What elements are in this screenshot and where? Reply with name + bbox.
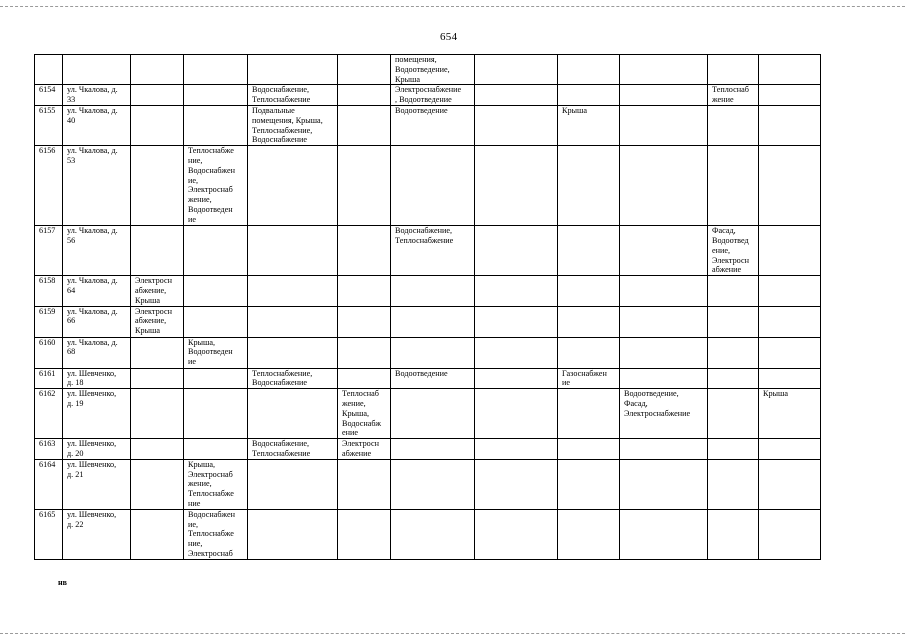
table-cell	[391, 439, 475, 460]
table-cell	[558, 509, 620, 559]
table-cell	[475, 439, 558, 460]
cell-row-number: 6162	[35, 389, 63, 439]
table-cell	[620, 85, 708, 106]
table-cell	[759, 146, 821, 226]
cell-row-number: 6158	[35, 276, 63, 306]
table-cell	[558, 146, 620, 226]
table-cell	[558, 306, 620, 337]
table-row	[35, 85, 821, 106]
table-cell	[184, 55, 248, 85]
table-cell	[248, 389, 338, 439]
table-cell	[338, 55, 391, 85]
table-cell	[620, 337, 708, 368]
table-cell	[184, 85, 248, 106]
table-cell	[620, 55, 708, 85]
table-cell	[708, 337, 759, 368]
table-cell	[338, 226, 391, 276]
table-row	[35, 439, 821, 460]
table-cell: Электросн абжение	[338, 439, 391, 460]
table-cell	[131, 368, 184, 389]
table-cell	[338, 337, 391, 368]
cell-row-number: 6163	[35, 439, 63, 460]
table-row	[35, 389, 821, 439]
table-cell	[620, 306, 708, 337]
table-cell	[475, 85, 558, 106]
table-cell	[338, 85, 391, 106]
table-row	[35, 55, 821, 85]
table-cell	[759, 276, 821, 306]
table-cell	[708, 389, 759, 439]
table-cell	[759, 55, 821, 85]
cell-address: ул. Шевченко, д. 20	[63, 439, 131, 460]
table-cell: Водоснабжение, Теплоснабжение	[391, 226, 475, 276]
footer-mark: нв	[58, 578, 67, 587]
table-cell	[131, 389, 184, 439]
table-cell	[558, 85, 620, 106]
table-cell	[248, 55, 338, 85]
table-cell	[475, 306, 558, 337]
table-cell	[184, 105, 248, 145]
table-cell	[558, 337, 620, 368]
table-cell: Крыша	[759, 389, 821, 439]
table-cell: Водоотведение	[391, 368, 475, 389]
cell-row-number: 6161	[35, 368, 63, 389]
cell-row-number: 6155	[35, 105, 63, 145]
top-scan-edge	[0, 6, 905, 7]
table-cell	[391, 306, 475, 337]
table-cell	[708, 459, 759, 509]
table-cell	[184, 226, 248, 276]
cell-row-number: 6165	[35, 509, 63, 559]
table-row	[35, 337, 821, 368]
table-cell	[131, 85, 184, 106]
repair-schedule-table	[34, 54, 821, 560]
table-cell	[391, 509, 475, 559]
table-cell	[184, 306, 248, 337]
table-cell: помещения, Водоотведение, Крыша	[391, 55, 475, 85]
table-cell	[391, 146, 475, 226]
table-cell	[131, 439, 184, 460]
table-cell	[558, 459, 620, 509]
table-cell	[391, 459, 475, 509]
table-cell	[184, 276, 248, 306]
table-cell	[248, 276, 338, 306]
table-cell: Теплоснаб жение, Крыша, Водоснабж ение	[338, 389, 391, 439]
table-cell	[131, 459, 184, 509]
cell-address: ул. Чкалова, д. 56	[63, 226, 131, 276]
table-cell	[184, 439, 248, 460]
table-cell	[759, 439, 821, 460]
table-cell	[184, 389, 248, 439]
table-cell	[475, 509, 558, 559]
table-cell	[338, 105, 391, 145]
cell-row-number: 6160	[35, 337, 63, 368]
table-cell	[620, 459, 708, 509]
bottom-scan-edge	[0, 633, 905, 634]
table-cell: Теплоснаб жение	[708, 85, 759, 106]
table-cell	[131, 55, 184, 85]
table-cell	[131, 509, 184, 559]
cell-address: ул. Шевченко, д. 22	[63, 509, 131, 559]
table-cell	[620, 105, 708, 145]
table-cell	[759, 337, 821, 368]
table-cell	[338, 306, 391, 337]
cell-address: ул. Чкалова, д. 66	[63, 306, 131, 337]
table-cell	[620, 276, 708, 306]
table-cell	[475, 368, 558, 389]
table-cell	[620, 439, 708, 460]
table-cell	[338, 146, 391, 226]
cell-address: ул. Чкалова, д. 64	[63, 276, 131, 306]
table-cell	[475, 389, 558, 439]
table-cell	[558, 439, 620, 460]
table-cell	[708, 105, 759, 145]
table-cell	[338, 276, 391, 306]
table-cell	[708, 306, 759, 337]
table-cell	[391, 389, 475, 439]
cell-row-number: 6164	[35, 459, 63, 509]
table-cell	[248, 459, 338, 509]
table-cell	[620, 368, 708, 389]
table-row	[35, 509, 821, 559]
table-row	[35, 306, 821, 337]
table-cell	[558, 276, 620, 306]
table-cell: Водоотведение, Фасад, Электроснабжение	[620, 389, 708, 439]
table-cell	[475, 276, 558, 306]
table-cell: Электросн абжение, Крыша	[131, 306, 184, 337]
table-cell	[708, 509, 759, 559]
table-cell	[131, 337, 184, 368]
table-cell	[475, 226, 558, 276]
table-cell	[338, 509, 391, 559]
table-cell	[558, 226, 620, 276]
table-cell	[759, 306, 821, 337]
table-cell	[131, 105, 184, 145]
table-cell	[131, 226, 184, 276]
table-cell	[338, 459, 391, 509]
table-cell	[248, 337, 338, 368]
cell-address: ул. Шевченко, д. 21	[63, 459, 131, 509]
table-cell	[759, 509, 821, 559]
table-cell: Подвальные помещения, Крыша, Теплоснабжение, Водоснабжение	[248, 105, 338, 145]
table-cell	[248, 509, 338, 559]
table-cell	[338, 368, 391, 389]
table-row	[35, 276, 821, 306]
table-row	[35, 146, 821, 226]
cell-row-number: 6159	[35, 306, 63, 337]
table-cell	[558, 389, 620, 439]
table-cell	[759, 85, 821, 106]
table-cell	[759, 459, 821, 509]
cell-address: ул. Чкалова, д. 33	[63, 85, 131, 106]
table-cell	[391, 276, 475, 306]
table-cell: Крыша	[558, 105, 620, 145]
cell-address: ул. Чкалова, д. 40	[63, 105, 131, 145]
table-row	[35, 105, 821, 145]
table-cell: Электросн абжение, Крыша	[131, 276, 184, 306]
table-cell: Теплоснабже ние, Водоснабжен ие, Электроснаб жение, Водоотведен ие	[184, 146, 248, 226]
table-cell: Крыша, Электроснаб жение, Теплоснабже ние	[184, 459, 248, 509]
table-cell	[708, 55, 759, 85]
cell-address: ул. Шевченко, д. 18	[63, 368, 131, 389]
table-cell: Фасад, Водоотвед ение, Электросн абжение	[708, 226, 759, 276]
table-row	[35, 368, 821, 389]
cell-row-number: 6157	[35, 226, 63, 276]
table-cell	[708, 368, 759, 389]
table-cell	[475, 337, 558, 368]
table-cell: Электроснабжение , Водоотведение	[391, 85, 475, 106]
table-cell	[248, 146, 338, 226]
table-cell	[620, 226, 708, 276]
table-row	[35, 459, 821, 509]
table-cell: Крыша, Водоотведен ие	[184, 337, 248, 368]
cell-address: ул. Чкалова, д. 53	[63, 146, 131, 226]
table-cell: Водоснабжен ие, Теплоснабже ние, Электроснаб	[184, 509, 248, 559]
table-cell	[708, 439, 759, 460]
table-cell	[708, 276, 759, 306]
table-cell: Водоснабжение, Теплоснабжение	[248, 85, 338, 106]
table-cell	[184, 368, 248, 389]
cell-row-number: 6156	[35, 146, 63, 226]
table-cell: Водоснабжение, Теплоснабжение	[248, 439, 338, 460]
cell-row-number	[35, 55, 63, 85]
table-cell	[620, 509, 708, 559]
table-cell	[475, 459, 558, 509]
table-cell	[391, 337, 475, 368]
cell-address	[63, 55, 131, 85]
table-cell	[558, 55, 620, 85]
table-cell	[475, 105, 558, 145]
table-cell	[759, 368, 821, 389]
table-cell: Теплоснабжение, Водоснабжение	[248, 368, 338, 389]
table-cell: Водоотведение	[391, 105, 475, 145]
table-cell	[759, 226, 821, 276]
cell-address: ул. Чкалова, д. 68	[63, 337, 131, 368]
page-number: 654	[440, 31, 458, 43]
table-cell	[620, 146, 708, 226]
table-cell	[248, 306, 338, 337]
table-cell	[708, 146, 759, 226]
cell-address: ул. Шевченко, д. 19	[63, 389, 131, 439]
table-cell	[475, 146, 558, 226]
table-cell	[759, 105, 821, 145]
table-cell	[248, 226, 338, 276]
table-cell	[475, 55, 558, 85]
cell-row-number: 6154	[35, 85, 63, 106]
table-row	[35, 226, 821, 276]
table-cell: Газоснабжен ие	[558, 368, 620, 389]
table-cell	[131, 146, 184, 226]
